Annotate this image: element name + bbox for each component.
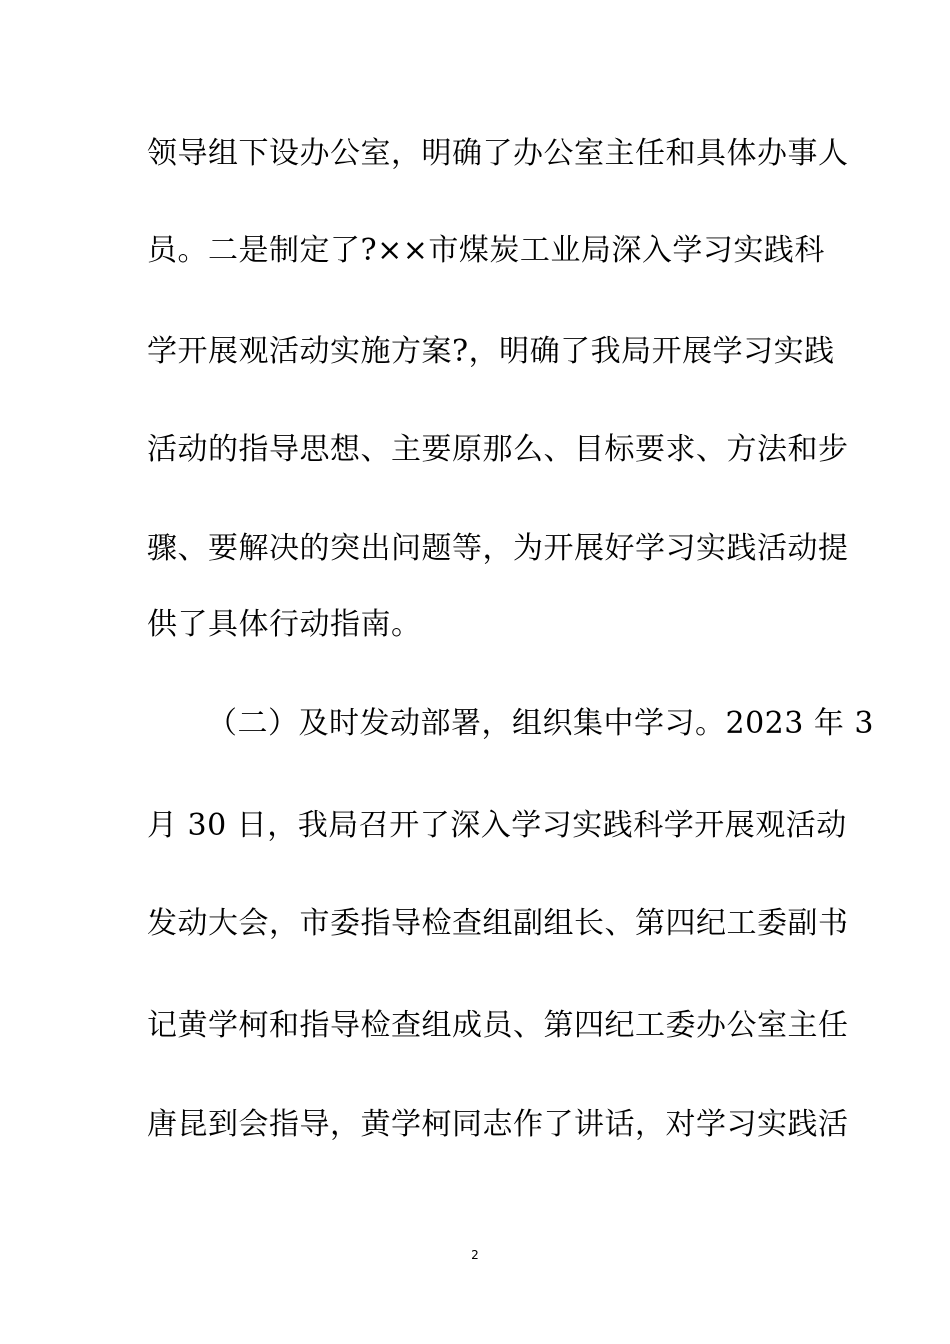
text-line: 记黄学柯和指导检查组成员、第四纪工委办公室主任 <box>147 1008 849 1043</box>
page-number: 2 <box>471 1248 479 1262</box>
text-line: 活动的指导思想、主要原那么、目标要求、方法和步 <box>147 432 849 467</box>
section-heading-line: （二）及时发动部署，组织集中学习。2023 年 3 <box>207 706 875 741</box>
text-line: 唐昆到会指导，黄学柯同志作了讲话，对学习实践活 <box>147 1107 849 1142</box>
text-line: 骤、要解决的突出问题等，为开展好学习实践活动提 <box>147 531 849 566</box>
text-line: 月 30 日，我局召开了深入学习实践科学开展观活动 <box>147 808 847 843</box>
text-line: 学开展观活动实施方案?，明确了我局开展学习实践 <box>147 334 835 369</box>
text-line: 员。二是制定了?××市煤炭工业局深入学习实践科 <box>147 233 825 268</box>
text-line: 发动大会，市委指导检查组副组长、第四纪工委副书 <box>147 906 849 941</box>
text-line: 领导组下设办公室，明确了办公室主任和具体办事人 <box>147 136 849 171</box>
text-line: 供了具体行动指南。 <box>147 607 422 642</box>
